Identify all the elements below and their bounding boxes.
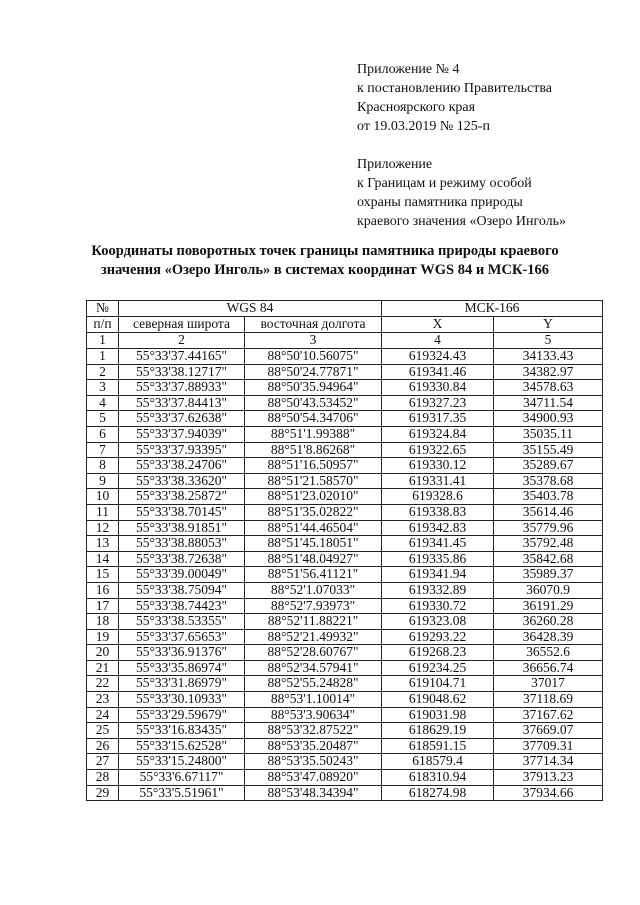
point-number-cell: 8 [87,458,119,474]
latitude-cell: 55°33'38.24706" [119,458,245,474]
sub-appendix-line: краевого значения «Озеро Инголь» [357,214,567,229]
latitude-cell: 55°33'38.12717" [119,364,245,380]
x-cell: 619328.6 [382,489,494,505]
latitude-cell: 55°33'38.91851" [119,520,245,536]
y-cell: 35792.48 [494,536,603,552]
x-cell: 619324.43 [382,349,494,365]
table-row [87,645,603,661]
y-cell: 35842.68 [494,551,603,567]
y-cell: 36656.74 [494,660,603,676]
point-number-cell: 17 [87,598,119,614]
y-cell: 34578.63 [494,380,603,396]
appendix-line: к постановлению Правительства [357,81,553,96]
longitude-cell: 88°51'1.99388" [245,426,382,442]
x-cell: 619327.23 [382,395,494,411]
table-row [87,395,603,411]
point-number-cell: 7 [87,442,119,458]
latitude-cell: 55°33'38.53355" [119,614,245,630]
point-number-cell: 28 [87,770,119,786]
latitude-cell: 55°33'6.67117" [119,770,245,786]
y-cell: 35378.68 [494,473,603,489]
table-row [87,411,603,427]
y-cell: 34711.54 [494,395,603,411]
y-cell: 35614.46 [494,504,603,520]
column-number: 4 [382,333,494,349]
table-row [87,380,603,396]
latitude-cell: 55°33'37.88933" [119,380,245,396]
table-row [87,660,603,676]
point-number-cell: 1 [87,349,119,365]
latitude-cell: 55°33'37.84413" [119,395,245,411]
latitude-cell: 55°33'38.72638" [119,551,245,567]
latitude-cell: 55°33'31.86979" [119,676,245,692]
header-wgs84: WGS 84 [119,301,382,317]
table-row [87,723,603,739]
table-row [87,520,603,536]
point-number-cell: 24 [87,707,119,723]
point-number-cell: 22 [87,676,119,692]
y-cell: 35155.49 [494,442,603,458]
table-row [87,504,603,520]
y-cell: 35035.11 [494,426,603,442]
title-line-2: значения «Озеро Инголь» в системах координат WGS 84 и МСК-166 [100,262,550,278]
y-cell: 34900.93 [494,411,603,427]
table-row [87,364,603,380]
table-row [87,489,603,505]
longitude-cell: 88°53'35.20487" [245,738,382,754]
y-cell: 36191.29 [494,598,603,614]
point-number-cell: 14 [87,551,119,567]
latitude-cell: 55°33'38.25872" [119,489,245,505]
header-longitude: восточная долгота [245,317,382,333]
sub-appendix-line: Приложение [357,157,433,172]
longitude-cell: 88°52'55.24828" [245,676,382,692]
longitude-cell: 88°52'11.88221" [245,614,382,630]
longitude-cell: 88°53'3.90634" [245,707,382,723]
x-cell: 619234.25 [382,660,494,676]
longitude-cell: 88°51'21.58570" [245,473,382,489]
latitude-cell: 55°33'37.62638" [119,411,245,427]
y-cell: 36552.6 [494,645,603,661]
document-title [60,242,590,280]
latitude-cell: 55°33'38.33620" [119,473,245,489]
x-cell: 619330.84 [382,380,494,396]
header-x: X [382,317,494,333]
header-y: Y [494,317,603,333]
x-cell: 619104.71 [382,676,494,692]
coordinates-table [86,300,603,801]
table-row [87,676,603,692]
y-cell: 35403.78 [494,489,603,505]
x-cell: 619323.08 [382,614,494,630]
latitude-cell: 55°33'15.62528" [119,738,245,754]
longitude-cell: 88°53'1.10014" [245,692,382,708]
x-cell: 619341.94 [382,567,494,583]
longitude-cell: 88°53'47.08920" [245,770,382,786]
point-number-cell: 11 [87,504,119,520]
appendix-block [357,60,627,231]
x-cell: 619330.12 [382,458,494,474]
x-cell: 618310.94 [382,770,494,786]
x-cell: 619342.83 [382,520,494,536]
title-line-1: Координаты поворотных точек границы памятника природы краевого [91,243,559,259]
latitude-cell: 55°33'30.10933" [119,692,245,708]
table-row [87,473,603,489]
latitude-cell: 55°33'39.00049" [119,567,245,583]
point-number-cell: 21 [87,660,119,676]
latitude-cell: 55°33'38.75094" [119,582,245,598]
longitude-cell: 88°51'8.86268" [245,442,382,458]
latitude-cell: 55°33'16.83435" [119,723,245,739]
y-cell: 37118.69 [494,692,603,708]
y-cell: 35289.67 [494,458,603,474]
latitude-cell: 55°33'37.44165" [119,349,245,365]
x-cell: 618591.15 [382,738,494,754]
appendix-line: Приложение № 4 [357,62,460,77]
point-number-cell: 10 [87,489,119,505]
longitude-cell: 88°52'1.07033" [245,582,382,598]
x-cell: 618274.98 [382,785,494,801]
longitude-cell: 88°50'35.94964" [245,380,382,396]
x-cell: 618629.19 [382,723,494,739]
y-cell: 37669.07 [494,723,603,739]
x-cell: 619268.23 [382,645,494,661]
point-number-cell: 9 [87,473,119,489]
longitude-cell: 88°52'21.49932" [245,629,382,645]
point-number-cell: 26 [87,738,119,754]
point-number-cell: 23 [87,692,119,708]
table-header [87,301,603,349]
x-cell: 618579.4 [382,754,494,770]
longitude-cell: 88°51'56.41121" [245,567,382,583]
table-row [87,629,603,645]
y-cell: 35779.96 [494,520,603,536]
point-number-cell: 27 [87,754,119,770]
latitude-cell: 55°33'38.70145" [119,504,245,520]
point-number-cell: 25 [87,723,119,739]
x-cell: 619317.35 [382,411,494,427]
point-number-cell: 15 [87,567,119,583]
table-row [87,692,603,708]
table-row [87,738,603,754]
longitude-cell: 88°53'48.34394" [245,785,382,801]
column-number: 2 [119,333,245,349]
table-row [87,536,603,552]
point-number-cell: 5 [87,411,119,427]
x-cell: 619324.84 [382,426,494,442]
sub-appendix-line: охраны памятника природы [357,195,523,210]
longitude-cell: 88°51'35.02822" [245,504,382,520]
x-cell: 619293.22 [382,629,494,645]
header-msk166: МСК-166 [382,301,603,317]
latitude-cell: 55°33'15.24800" [119,754,245,770]
y-cell: 37017 [494,676,603,692]
appendix-line: от 19.03.2019 № 125-п [357,119,490,134]
x-cell: 619331.41 [382,473,494,489]
y-cell: 35989.37 [494,567,603,583]
table-row [87,349,603,365]
table-body [87,349,603,801]
table-row [87,614,603,630]
point-number-cell: 18 [87,614,119,630]
latitude-cell: 55°33'37.65653" [119,629,245,645]
point-number-cell: 19 [87,629,119,645]
x-cell: 619341.46 [382,364,494,380]
table-row [87,770,603,786]
y-cell: 37167.62 [494,707,603,723]
table-row [87,567,603,583]
longitude-cell: 88°51'44.46504" [245,520,382,536]
x-cell: 619322.65 [382,442,494,458]
column-number: 5 [494,333,603,349]
table-row [87,582,603,598]
longitude-cell: 88°52'28.60767" [245,645,382,661]
x-cell: 619048.62 [382,692,494,708]
point-number-cell: 6 [87,426,119,442]
latitude-cell: 55°33'36.91376" [119,645,245,661]
y-cell: 37709.31 [494,738,603,754]
longitude-cell: 88°51'16.50957" [245,458,382,474]
latitude-cell: 55°33'37.94039" [119,426,245,442]
appendix-gap [357,136,627,155]
sub-appendix-line: к Границам и режиму особой [357,176,532,191]
header-num-abbr: п/п [87,317,119,333]
y-cell: 34382.97 [494,364,603,380]
column-number: 3 [245,333,382,349]
latitude-cell: 55°33'29.59679" [119,707,245,723]
longitude-cell: 88°51'45.18051" [245,536,382,552]
latitude-cell: 55°33'38.74423" [119,598,245,614]
longitude-cell: 88°52'7.93973" [245,598,382,614]
longitude-cell: 88°53'35.50243" [245,754,382,770]
y-cell: 36260.28 [494,614,603,630]
point-number-cell: 13 [87,536,119,552]
y-cell: 34133.43 [494,349,603,365]
point-number-cell: 2 [87,364,119,380]
latitude-cell: 55°33'38.88053" [119,536,245,552]
point-number-cell: 3 [87,380,119,396]
latitude-cell: 55°33'5.51961" [119,785,245,801]
y-cell: 36428.39 [494,629,603,645]
point-number-cell: 29 [87,785,119,801]
x-cell: 619341.45 [382,536,494,552]
x-cell: 619335.86 [382,551,494,567]
y-cell: 37934.66 [494,785,603,801]
point-number-cell: 16 [87,582,119,598]
longitude-cell: 88°50'54.34706" [245,411,382,427]
latitude-cell: 55°33'35.86974" [119,660,245,676]
latitude-cell: 55°33'37.93395" [119,442,245,458]
x-cell: 619338.83 [382,504,494,520]
header-num-sign: № [87,301,119,317]
point-number-cell: 4 [87,395,119,411]
table-row [87,598,603,614]
longitude-cell: 88°51'48.04927" [245,551,382,567]
x-cell: 619330.72 [382,598,494,614]
point-number-cell: 20 [87,645,119,661]
appendix-line: Красноярского края [357,100,476,115]
table-row [87,426,603,442]
y-cell: 37714.34 [494,754,603,770]
x-cell: 619332.89 [382,582,494,598]
point-number-cell: 12 [87,520,119,536]
longitude-cell: 88°50'24.77871" [245,364,382,380]
table-row [87,754,603,770]
longitude-cell: 88°51'23.02010" [245,489,382,505]
table-row [87,442,603,458]
longitude-cell: 88°53'32.87522" [245,723,382,739]
longitude-cell: 88°52'34.57941" [245,660,382,676]
table-row [87,707,603,723]
y-cell: 36070.9 [494,582,603,598]
x-cell: 619031.98 [382,707,494,723]
header-latitude: северная широта [119,317,245,333]
table-row [87,551,603,567]
y-cell: 37913.23 [494,770,603,786]
table-row [87,458,603,474]
column-number: 1 [87,333,119,349]
longitude-cell: 88°50'10.56075" [245,349,382,365]
table-row [87,785,603,801]
longitude-cell: 88°50'43.53452" [245,395,382,411]
